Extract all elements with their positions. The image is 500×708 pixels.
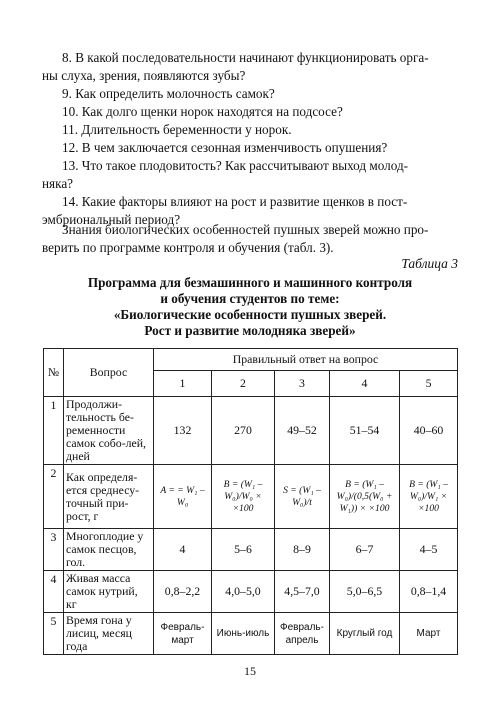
question-line: 11. Длительность беременности у норок. [62, 122, 292, 137]
question-line: 8. В какой последовательности начинают функционировать орга- [62, 50, 429, 65]
question-line: 10. Как долго щенки норок находятся на подсосе? [62, 104, 343, 119]
answer-number: 4 [330, 371, 400, 397]
answer-cell: 8–9 [275, 529, 330, 571]
row-question: Многоплодие у самок песцов, гол. [64, 529, 154, 571]
paragraph-line: верить по программе контроля и обучения (табл. 3). [42, 240, 334, 255]
answer-cell: Круглый год [330, 613, 400, 655]
question-line: 12. В чем заключается сезонная изменчивость опушения? [62, 140, 388, 155]
formula-cell: B = (W₁ – W₀)/(0,5(W₀ + W₁)) × ×100 [330, 465, 400, 529]
formula-cell: S = (W₁ – W₀)/t [275, 465, 330, 529]
formula-cell: B = (W₁ – W₀)/W₁ × ×100 [400, 465, 458, 529]
table-title-line: Программа для безмашинного и машинного контроля [87, 275, 413, 290]
table-row [44, 571, 458, 613]
answer-number: 3 [275, 371, 330, 397]
answer-cell: 0,8–2,2 [154, 571, 212, 613]
answer-cell: 132 [154, 397, 212, 465]
row-number: 3 [44, 529, 64, 571]
paragraph-line: Знания биологических особенностей пушных зверей можно про- [62, 222, 429, 237]
page-number: 15 [244, 664, 256, 678]
row-question: Время гона у лисиц, месяц года [64, 613, 154, 655]
answer-cell: Июнь-июль [212, 613, 275, 655]
row-question: Живая масса самок нутрий, кг [64, 571, 154, 613]
answer-cell: 4,5–7,0 [275, 571, 330, 613]
answer-number: 1 [154, 371, 212, 397]
answer-cell: 51–54 [330, 397, 400, 465]
row-question: Продолжи-тельность бе-ременности самок собо-лей, дней [64, 397, 154, 465]
row-number: 4 [44, 571, 64, 613]
question-line: ны слуха, зрения, появляются зубы? [42, 68, 246, 83]
answer-cell: 5–6 [212, 529, 275, 571]
question-line: 9. Как определить молочность самок? [62, 86, 275, 101]
answer-cell: Февраль-март [154, 613, 212, 655]
table-header-row [44, 349, 458, 371]
answer-cell: Февраль-апрель [275, 613, 330, 655]
row-number: 5 [44, 613, 64, 655]
answer-number: 2 [212, 371, 275, 397]
header-question: Вопрос [64, 349, 154, 397]
answer-cell: 6–7 [330, 529, 400, 571]
table-title-line: «Биологические особенности пушных зверей. [113, 307, 387, 322]
answer-cell: 4–5 [400, 529, 458, 571]
answer-cell: 4 [154, 529, 212, 571]
question-line: 13. Что такое плодовитость? Как рассчитывают выход молод- [62, 158, 409, 173]
question-line: эмбриональный период? [42, 212, 181, 227]
answer-cell: Март [400, 613, 458, 655]
table-row [44, 529, 458, 571]
answer-cell: 40–60 [400, 397, 458, 465]
formula-cell: A = = W₁ – W₀ [154, 465, 212, 529]
table-label: Таблица 3 [401, 256, 458, 271]
row-number: 2 [44, 465, 64, 529]
table-title-line: Рост и развитие молодняка зверей» [144, 323, 356, 338]
table-row [44, 613, 458, 655]
answer-cell: 270 [212, 397, 275, 465]
table-row [44, 397, 458, 465]
control-program-table [43, 348, 458, 655]
table-title-line: и обучения студентов по теме: [160, 291, 340, 306]
answer-number: 5 [400, 371, 458, 397]
row-question: Как определя-ется среднесу-точный при-рост, г [64, 465, 154, 529]
table-row [44, 465, 458, 529]
answer-cell: 4,0–5,0 [212, 571, 275, 613]
answer-cell: 5,0–6,5 [330, 571, 400, 613]
row-number: 1 [44, 397, 64, 465]
answer-cell: 49–52 [275, 397, 330, 465]
answer-cell: 0,8–1,4 [400, 571, 458, 613]
question-line: 14. Какие факторы влияют на рост и развитие щенков в пост- [62, 194, 408, 209]
question-line: няка? [42, 176, 74, 191]
header-answer: Правильный ответ на вопрос [154, 349, 458, 371]
header-number: № [44, 349, 64, 397]
formula-cell: B = (W₁ – W₀)/W₀ × ×100 [212, 465, 275, 529]
